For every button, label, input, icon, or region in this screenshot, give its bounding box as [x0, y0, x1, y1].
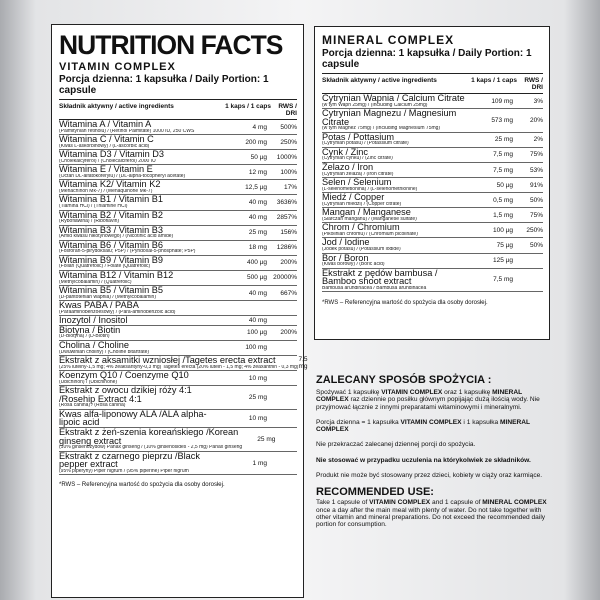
amount-cell: 10 mg	[248, 414, 267, 422]
amount-cell: 50 µg	[496, 181, 513, 189]
ingredient-cell	[59, 120, 221, 134]
footnote: *RWS – Referencyjna wartość do spożycia dla osoby dorosłej.	[59, 482, 225, 489]
ingredient-cell	[59, 386, 221, 409]
amount-cell: 109 mg	[491, 97, 513, 105]
table-row	[59, 135, 297, 150]
rws-cell: 17%	[283, 183, 297, 191]
ingredient-cell	[322, 269, 467, 292]
ingredient-description: (Paraaminobenzoesowy) / (Para-aminobenzoic acid)	[59, 309, 176, 315]
amount-cell: 100 µg	[492, 226, 513, 234]
ingredient-cell	[59, 326, 221, 340]
ingredient-name: Ekstrakt z aksamitki wzniosłej /Tagetes erecta extract	[59, 355, 276, 365]
ingredient-name: Ekstrakt z owocu dzikiej róży 4:1 /Rosehip Extract 4:1	[59, 385, 192, 404]
rws-cell: 667%	[280, 289, 297, 297]
nutrition-facts-title: NUTRITION FACTS	[59, 30, 283, 60]
ingredient-cell	[59, 150, 221, 164]
ingredient-name: Bor / Boron	[322, 252, 369, 263]
ingredient-name: Potas / Pottasium	[322, 131, 395, 142]
ingredient-description: (25% luteiny-1,5 mg; 4% zeaksantyny-0,3 mg) Tagetes erecta (20% lutein - 1,5 mg; 4% zeaxanthin - 0,3 mg)	[59, 364, 299, 370]
ingredient-name: Witamina B2 / Vitamin B2	[59, 209, 163, 220]
ingredient-name: Witamina B9 / Vitamin B9	[59, 254, 163, 265]
ingredient-description: (Pikolinian chromu) / (Chromium picolinate)	[322, 231, 418, 237]
table-row	[59, 180, 297, 195]
ingredient-name: Witamina B1 / Vitamin B1	[59, 194, 163, 205]
ingredient-description: Bambusa arundinacea / Bambusa arundinacea	[322, 285, 427, 291]
ingredient-name: Biotyna / Biotin	[59, 324, 121, 335]
ingredient-cell	[59, 226, 221, 240]
vitamin-complex-panel	[51, 24, 308, 598]
table-row	[59, 428, 297, 452]
rws-cell: 250%	[526, 226, 543, 234]
amount-cell: 100 µg	[246, 329, 267, 337]
usage-instructions	[316, 375, 554, 529]
table-row	[59, 226, 297, 241]
rws-cell: 200%	[280, 329, 297, 337]
rws-cell: 200%	[280, 259, 297, 267]
ingredient-name: Kwas PABA / PABA	[59, 300, 139, 311]
ingredient-name: Ekstrakt z żeń-szenia koreańskiego /Korean ginseng extract	[59, 427, 239, 446]
ingredient-cell	[322, 223, 467, 237]
rws-cell: 3%	[533, 97, 543, 105]
ingredient-description: (Rosa canina) / (Rosa canina)	[59, 403, 126, 409]
ingredient-description: (Kwas L-askorbinowy) / (L-ascorbic acid)	[59, 143, 150, 149]
ingredient-cell	[59, 356, 298, 370]
ingredient-name: Chrom / Chromium	[322, 222, 400, 233]
amount-cell: 1 mg	[252, 459, 267, 467]
table-row	[322, 94, 543, 109]
amount-cell: 25 mg	[257, 435, 276, 443]
table-row	[59, 165, 297, 180]
table-row	[322, 193, 543, 208]
amount-cell: 40 mg	[248, 214, 267, 222]
rws-cell: 2%	[533, 136, 543, 144]
amount-cell: 1,5 mg	[493, 211, 513, 219]
ingredient-cell	[59, 341, 221, 355]
table-row	[322, 223, 543, 238]
ingredient-description: (Octan DL-alfatokoferylu) / (DL-alpha-tocopheryl acetate)	[59, 173, 186, 179]
amount-cell: 7,5 mg	[493, 276, 513, 284]
ingredient-description: (Cholekalcyferol) / (Cholecalciferol) 2000 IU	[59, 158, 156, 164]
ingredient-name: Miedź / Copper	[322, 192, 385, 203]
rws-cell: 50%	[529, 196, 543, 204]
header-ingredients: Składnik aktywny / active ingredients	[322, 77, 437, 84]
ingredient-description: (10% ginsenozydów) Panax ginseng / (10% ginsenosides - 2,5 mg) Panax ginseng	[59, 445, 243, 451]
ingredient-name: Selen / Selenium	[322, 177, 392, 188]
ingredient-cell	[59, 211, 221, 225]
amount-cell: 75 µg	[496, 241, 513, 249]
table-row	[59, 341, 297, 356]
vitamin-complex-subtitle: VITAMIN COMPLEX	[59, 61, 176, 73]
ingredient-cell	[59, 271, 221, 285]
ingredient-name: Inozytol / Inositol	[59, 315, 128, 326]
table-row	[59, 355, 308, 371]
ingredient-cell	[59, 256, 221, 270]
usage-paragraph: Spożywać 1 kapsułkę VITAMIN COMPLEX oraz 1 kapsułkę MINERAL COMPLEX raz dziennie po posiłku głównym popijając dużą ilością wody. Nie przyjmować łącznie z innymi preparatami witaminowymi i mineralnymi.	[316, 389, 540, 411]
table-row	[322, 238, 543, 253]
table-row	[59, 301, 297, 316]
ingredient-name: Witamina B6 / Vitamin B6	[59, 239, 163, 250]
header-rws: RWS / DRI	[524, 77, 543, 91]
rws-cell: 156%	[280, 229, 297, 237]
usage-paragraph: Nie przekraczać zalecanej dziennej porcji do spożycia.	[316, 441, 476, 449]
daily-portion: Porcja dzienna: 1 kapsułka / Daily Portion: 1 capsule	[322, 48, 532, 70]
header-ingredients: Składnik aktywny / active ingredients	[59, 103, 174, 110]
ingredient-description: (Menachinon Mk-7) / (Menaquinone Mk-7)	[59, 188, 153, 194]
usage-paragraph: Produkt nie może być stosowany przez dzieci, kobiety w ciąży oraz karmiące.	[316, 472, 543, 480]
ingredient-description: (Cytrynian żelaza) / (Iron citrate)	[322, 171, 394, 177]
mineral-complex-panel	[314, 26, 550, 340]
amount-cell: 125 µg	[492, 257, 513, 265]
amount-cell: 18 mg	[248, 244, 267, 252]
ingredient-description: (Palmitynian retinolu) / (Retinol Palmitate) 1000 IU, 250 CWS	[59, 128, 195, 134]
usage-heading-en: RECOMMENDED USE:	[316, 486, 434, 499]
ingredient-description: (Cytrynian potasu) / (Potassium citrate)	[322, 141, 409, 147]
table-row	[322, 254, 543, 269]
ingredient-description: (Kwas borowy) / (Boric acid)	[322, 262, 385, 268]
amount-cell: 10 mg	[248, 374, 267, 382]
ingredient-description: (Amid kwasu nikotynowego) / (Nicotinic acid amide)	[59, 234, 174, 240]
table-row	[322, 208, 543, 223]
amount-cell: 500 µg	[246, 274, 267, 282]
table-header	[59, 99, 297, 120]
table-row	[322, 109, 543, 133]
ingredient-name: Żelazo / Iron	[322, 161, 374, 172]
ingredient-cell	[322, 163, 467, 177]
ingredient-cell	[59, 165, 221, 179]
table-row	[59, 386, 297, 410]
table-header	[322, 73, 543, 94]
table-row	[59, 150, 297, 165]
ingredient-cell	[322, 109, 467, 132]
table-row	[59, 286, 297, 301]
ingredient-cell	[59, 135, 221, 149]
ingredient-cell	[59, 452, 221, 475]
rws-cell: 75%	[529, 211, 543, 219]
ingredient-cell	[322, 238, 467, 252]
table-row	[322, 163, 543, 178]
table-row	[59, 120, 297, 135]
amount-cell: 0,5 mg	[493, 196, 513, 204]
ingredient-name: Witamina C / Vitamin C	[59, 134, 154, 145]
mineral-table	[322, 94, 543, 292]
ingredient-name: Witamina B3 / Vitamin B3	[59, 224, 163, 235]
ingredient-name: Kwas alfa-liponowy ALA /ALA alpha-lipoic acid	[59, 408, 207, 428]
header-rws: RWS / DRI	[278, 103, 297, 117]
ingredient-description: (w tym Wapń 25mg) / (Including Calcium 25mg)	[322, 102, 428, 108]
ingredient-cell	[59, 371, 221, 385]
amount-cell: 400 µg	[246, 259, 267, 267]
amount-cell: 573 mg	[491, 116, 513, 124]
ingredient-description: (w tym Magnez 75mg) / (Including Magnesium 75mg)	[322, 126, 441, 132]
table-row	[59, 195, 297, 210]
ingredient-cell	[59, 410, 221, 427]
ingredient-name: Witamina A / Vitamin A	[59, 119, 152, 129]
ingredient-name: Koenzym Q10 / Coenzyme Q10	[59, 370, 189, 381]
ingredient-name: Witamina B12 / Vitamin B12	[59, 269, 174, 280]
vitamin-table	[59, 119, 308, 475]
ingredient-description: (Dwuwinian choliny) / (Choline bitartrate)	[59, 349, 150, 355]
ingredient-description: (Ubichinon) / (Ubichinone)	[59, 379, 118, 385]
daily-portion: Porcja dzienna: 1 kapsułka / Daily Portion: 1 capsule	[59, 74, 269, 96]
ingredient-description: (Ryboflawina) / (Riboflavin)	[59, 219, 120, 225]
table-row	[59, 211, 297, 226]
ingredient-name: Cytrynian Wapnia / Calcium Citrate	[322, 93, 465, 103]
ingredient-name: Ekstrakt z pędów bambusa / Bamboo shoot extract	[322, 267, 438, 287]
rws-cell: 53%	[529, 166, 543, 174]
ingredient-name: Witamina K2/ Vitamin K2	[59, 179, 161, 190]
rws-cell: 2857%	[276, 214, 297, 222]
ingredient-description: (Methylcobalamin) / (Quatrefolic)	[59, 279, 132, 285]
ingredient-description: (L-selenometionina) / (L-selenomethionine)	[322, 186, 418, 192]
usage-warning: Nie stosować w przypadku uczulenia na którykolwiek ze składników.	[316, 456, 531, 464]
usage-paragraph: Take 1 capsule of VITAMIN COMPLEX and 1 capsule of MINERAL COMPLEX once a day after the main meal with plenty of water. Do not take together with other vitamin and mineral preparations. Do not exceed the recommended daily portion for consumption.	[316, 499, 547, 529]
rws-cell: 3636%	[276, 199, 297, 207]
table-row	[59, 241, 297, 256]
ingredient-cell	[322, 193, 467, 207]
ingredient-cell	[59, 195, 221, 209]
amount-cell: 7,5 mg	[298, 356, 308, 371]
ingredient-description: (D-Biotyna) / (D-Biotin)	[59, 334, 110, 340]
table-row	[59, 326, 297, 341]
ingredient-cell	[322, 208, 467, 222]
rws-cell: 91%	[529, 181, 543, 189]
table-row	[322, 178, 543, 193]
table-row	[59, 256, 297, 271]
amount-cell: 7,5 mg	[493, 151, 513, 159]
amount-cell: 200 mg	[245, 138, 267, 146]
table-row	[322, 269, 543, 293]
amount-cell: 12 mg	[248, 168, 267, 176]
ingredient-cell	[322, 94, 467, 108]
ingredient-cell	[322, 178, 467, 192]
table-row	[59, 452, 297, 476]
rws-cell: 250%	[280, 138, 297, 146]
usage-paragraph: Porcja dzienna = 1 kapsułka VITAMIN COMPLEX i 1 kapsułka MINERAL COMPLEX	[316, 418, 530, 434]
ingredient-description: (Cytrynian miedzi) / (Copper citrate)	[322, 201, 402, 207]
ingredient-cell	[59, 428, 242, 451]
mineral-complex-title: MINERAL COMPLEX	[322, 33, 455, 47]
amount-cell: 25 mg	[494, 136, 513, 144]
header-amount: 1 kaps / 1 caps	[471, 77, 517, 84]
ingredient-name: Cholina / Choline	[59, 339, 129, 350]
ingredient-cell	[59, 241, 221, 255]
ingredient-description: (Jodek potasu) / (Potassium iodide)	[322, 247, 401, 253]
ingredient-cell	[322, 148, 467, 162]
ingredient-cell	[59, 286, 221, 300]
rws-cell: 75%	[529, 151, 543, 159]
ingredient-cell	[59, 180, 221, 194]
rws-cell: 20000%	[273, 274, 297, 282]
amount-cell: 25 mg	[248, 229, 267, 237]
ingredient-name: Mangan / Manganese	[322, 207, 411, 218]
usage-heading-pl: ZALECANY SPOSÓB SPOŻYCIA :	[316, 374, 492, 386]
amount-cell: 40 mg	[248, 199, 267, 207]
rws-cell: 100%	[280, 168, 297, 176]
footnote: *RWS – Referencyjna wartość do spożycia dla osoby dorosłej.	[322, 300, 488, 307]
rws-cell: 500%	[280, 123, 297, 131]
ingredient-name: Witamina E / Vitamin E	[59, 164, 153, 175]
ingredient-cell	[59, 316, 221, 325]
ingredient-description: (Folian (Quatrefolic) / Folate (Quatrefolic)	[59, 264, 151, 270]
ingredient-description: (95% piperyny) Piper nigrum / (95% piperine) Piper nigrum	[59, 468, 189, 474]
ingredient-name: Jod / Iodine	[322, 237, 370, 248]
ingredient-cell	[59, 301, 221, 315]
table-row	[322, 133, 543, 148]
ingredient-name: Cynk / Zinc	[322, 146, 368, 157]
amount-cell: 12,5 µg	[245, 183, 267, 191]
ingredient-description: (Cytrynian cynku) / (Zinc citrate)	[322, 156, 393, 162]
table-row	[59, 410, 297, 428]
ingredient-name: Ekstrakt z czarnego pieprzu /Black pepper extract	[59, 450, 200, 470]
amount-cell: 50 µg	[250, 153, 267, 161]
header-amount: 1 kaps / 1 caps	[225, 103, 271, 110]
ingredient-description: (Fosforan-5-pirydoksalu; P5P) / (Pyridoxal-5-phosphate; P5P)	[59, 249, 196, 255]
amount-cell: 4 mg	[252, 123, 267, 131]
amount-cell: 7,5 mg	[493, 166, 513, 174]
amount-cell: 40 mg	[248, 289, 267, 297]
ingredient-description: (Tiamina HCl) / (Thiamine HCl)	[59, 204, 128, 210]
ingredient-description: (Siarczan manganu) / (Manganese sulfate)	[322, 216, 417, 222]
ingredient-name: Cytrynian Magnezu / Magnesium Citrate	[322, 108, 457, 127]
ingredient-name: Witamina D3 / Vitamin D3	[59, 149, 165, 160]
table-row	[322, 148, 543, 163]
ingredient-cell	[322, 133, 467, 147]
rws-cell: 1286%	[276, 244, 297, 252]
table-row	[59, 371, 297, 386]
amount-cell: 40 mg	[248, 317, 267, 325]
ingredient-name: Witamina B5 / Vitamin B5	[59, 285, 163, 296]
rws-cell: 1000%	[276, 153, 297, 161]
ingredient-cell	[322, 254, 467, 268]
rws-cell: 20%	[529, 116, 543, 124]
table-row	[59, 271, 297, 286]
amount-cell: 25 mg	[248, 394, 267, 402]
amount-cell: 100 mg	[245, 344, 267, 352]
ingredient-description: (D-pantotenian wapnia) / (Methylcobalamin)	[59, 294, 156, 300]
rws-cell: 50%	[529, 241, 543, 249]
